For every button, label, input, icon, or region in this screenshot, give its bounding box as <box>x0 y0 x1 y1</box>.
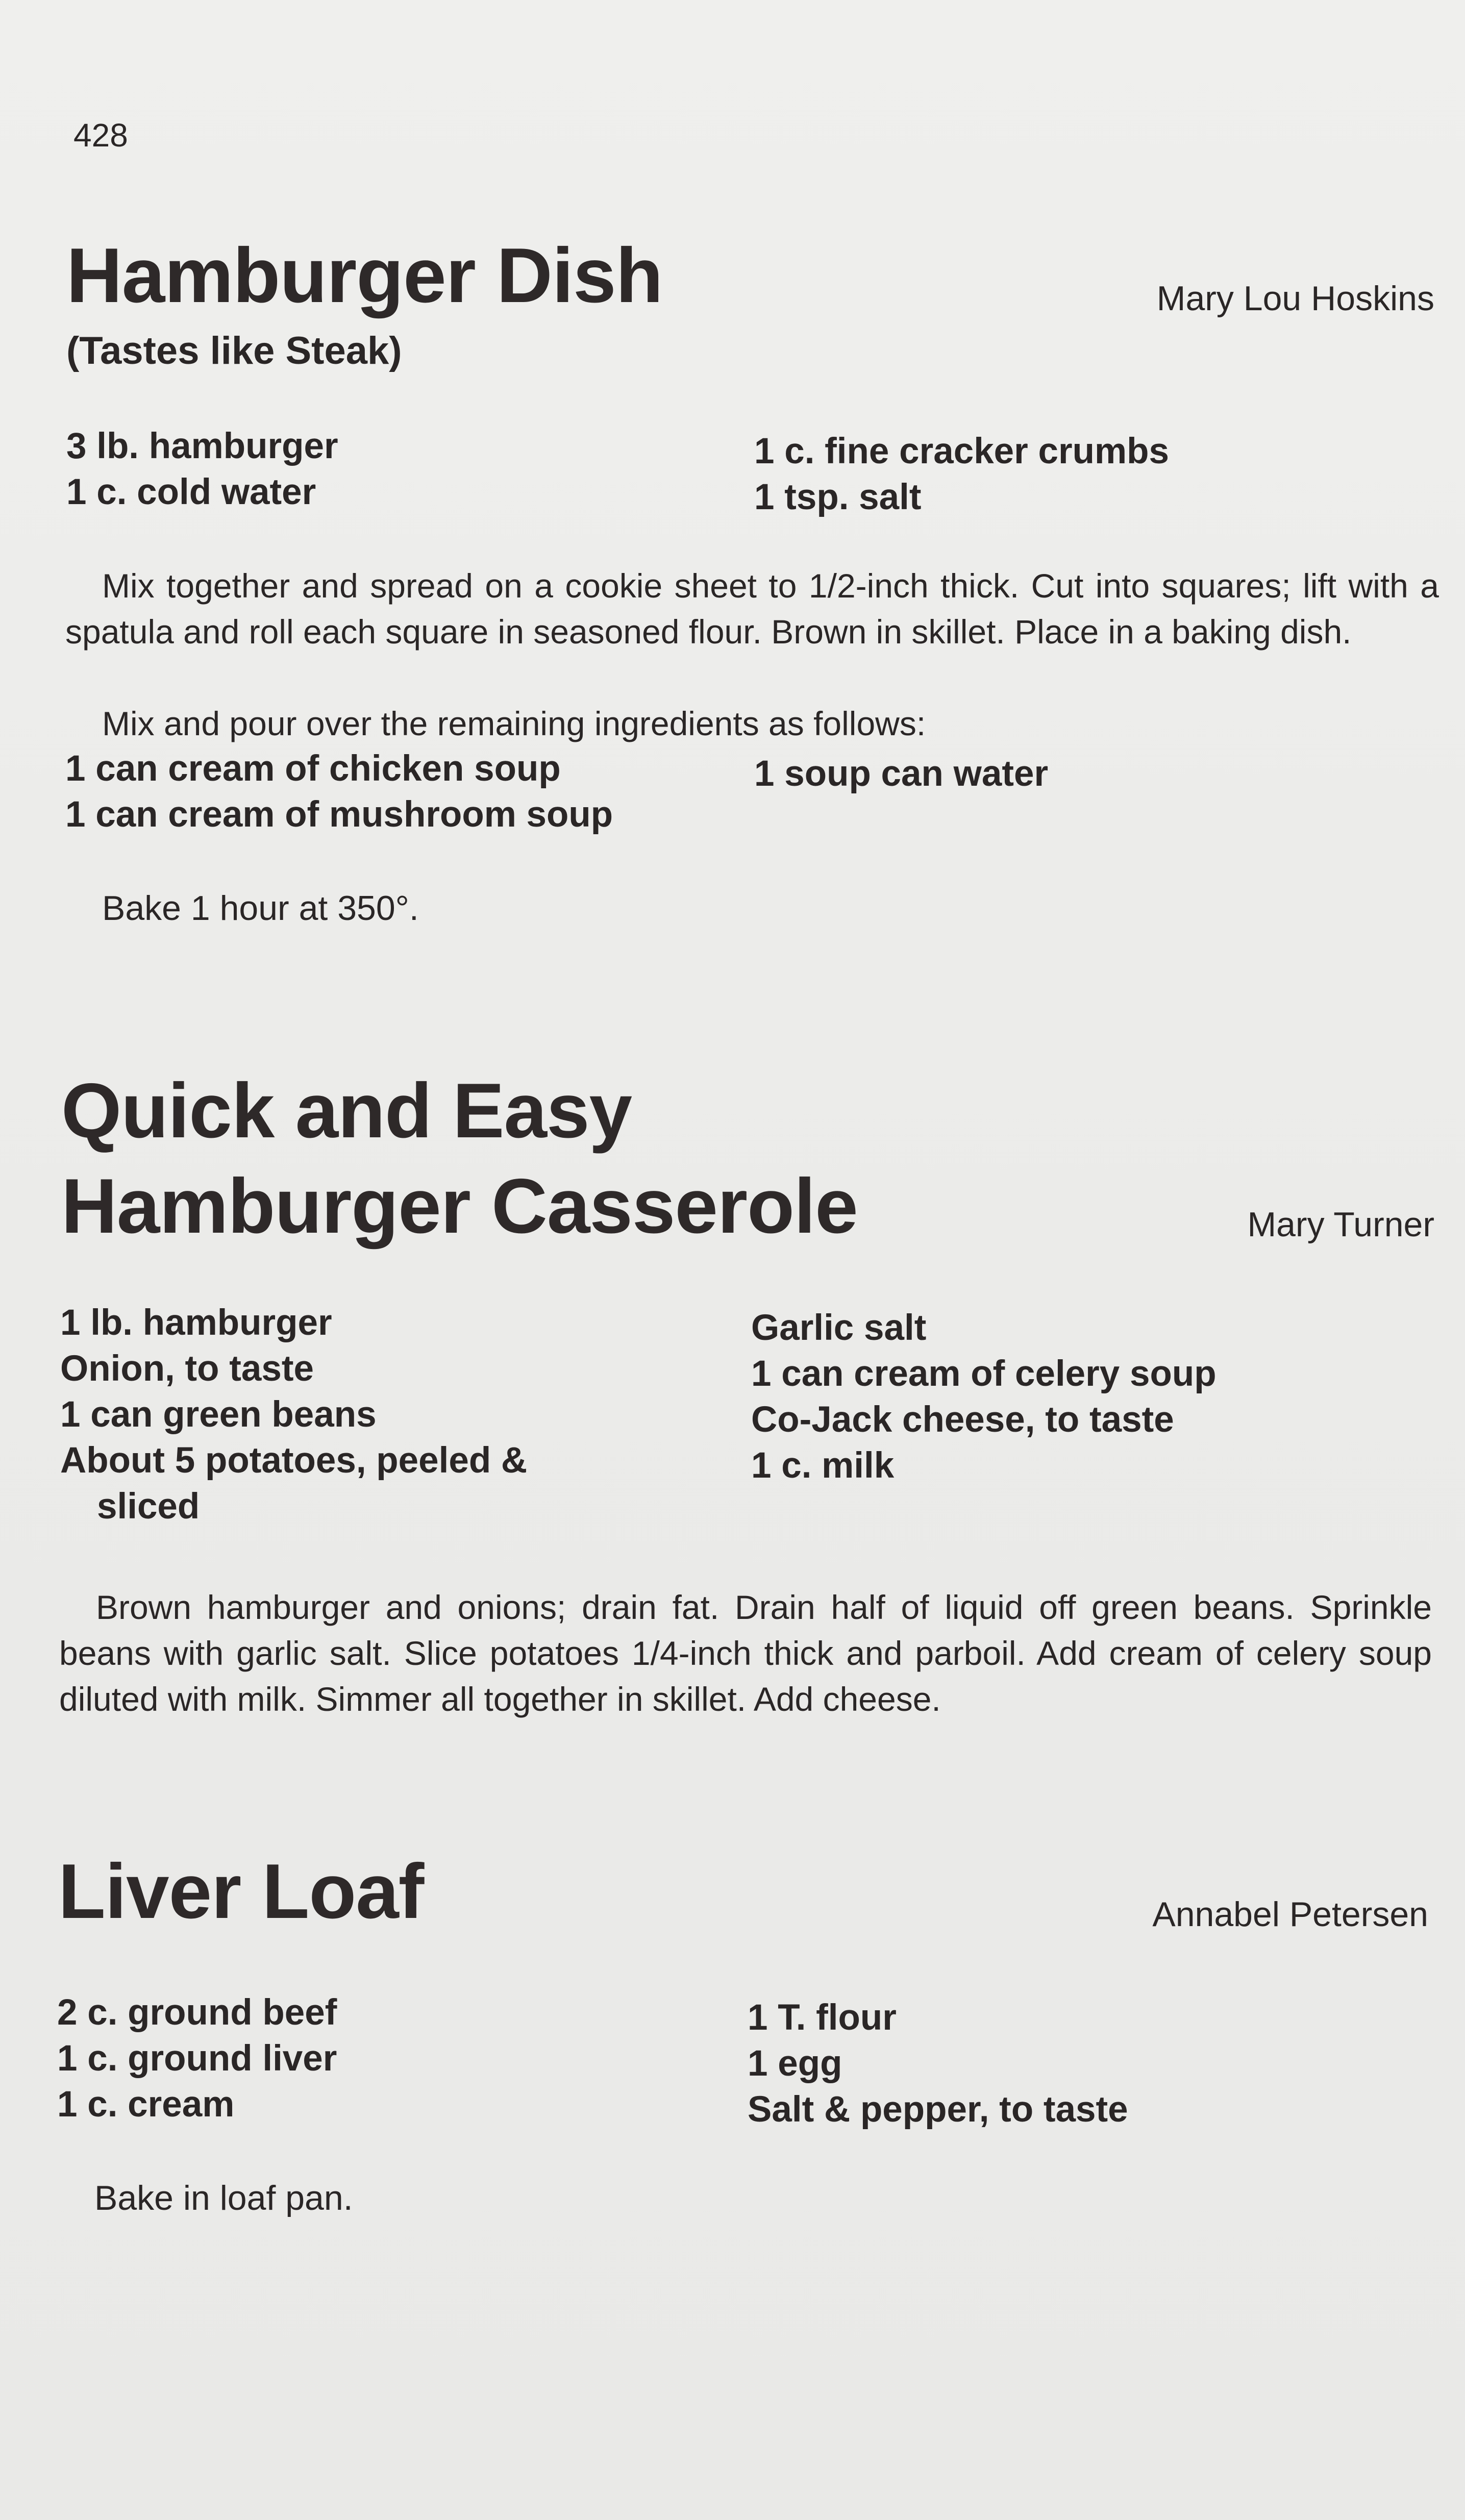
instructions-paragraph: Mix together and spread on a cookie sheet to 1/2-inch thick. Cut into squares; lift with a spatula and roll each square in seasoned flour. Brown in skillet. Place in a baking dish. <box>65 567 1439 651</box>
ingredient-item: 1 can cream of celery soup <box>751 1354 1216 1394</box>
ingredients-right <box>754 751 1048 797</box>
ingredient-item: About 5 potatoes, peeled & <box>60 1440 528 1481</box>
page-number: 428 <box>73 117 128 154</box>
recipe-title-line-2: Hamburger Casserole <box>61 1163 858 1250</box>
baking-note: Bake 1 hour at 350°. <box>102 889 419 928</box>
ingredient-item: Salt & pepper, to taste <box>748 2089 1128 2130</box>
recipe-author: Mary Lou Hoskins <box>1156 279 1434 318</box>
recipe-title: Liver Loaf <box>58 1848 424 1935</box>
ingredient-item: sliced <box>97 1486 200 1527</box>
recipe-author: Mary Turner <box>1247 1205 1434 1244</box>
ingredient-item: 1 c. fine cracker crumbs <box>754 431 1169 471</box>
ingredient-item: 3 lb. hamburger <box>66 426 338 466</box>
recipe-subtitle: (Tastes like Steak) <box>66 329 402 372</box>
recipe-title: Hamburger Dish <box>66 232 663 319</box>
ingredient-item: Co-Jack cheese, to taste <box>751 1400 1174 1440</box>
ingredient-item: 1 c. milk <box>751 1445 895 1486</box>
ingredient-item: 1 soup can water <box>754 754 1049 794</box>
recipe-title-line-1: Quick and Easy <box>61 1067 632 1154</box>
ingredient-item: 1 c. cold water <box>66 472 316 512</box>
ingredient-item: 1 c. cream <box>57 2084 235 2125</box>
ingredient-item: 1 can cream of chicken soup <box>65 748 561 789</box>
ingredient-item: 1 tsp. salt <box>754 477 922 517</box>
ingredient-item: Garlic salt <box>751 1308 927 1348</box>
ingredients-right <box>754 429 1169 520</box>
ingredient-item: 1 can green beans <box>60 1394 377 1435</box>
ingredient-item: 2 c. ground beef <box>57 1992 337 2033</box>
instructions-paragraph: Mix and pour over the remaining ingredients as follows: <box>102 705 926 742</box>
instructions-paragraph: Brown hamburger and onions; drain fat. Drain half of liquid off green beans. Sprinkle beans with garlic salt. Slice potatoes 1/4-inch thick and parboil. Add cream of celery soup diluted with milk. Simmer all together in skillet. Add cheese. <box>59 1588 1432 1718</box>
ingredient-item: 1 T. flour <box>748 1998 897 2038</box>
ingredient-item: 1 c. ground liver <box>57 2038 337 2079</box>
ingredient-item: 1 lb. hamburger <box>60 1303 332 1343</box>
ingredients-left <box>66 423 338 515</box>
ingredients-left <box>57 1990 337 2128</box>
ingredient-item: 1 egg <box>748 2043 842 2084</box>
ingredient-item: Onion, to taste <box>60 1349 314 1389</box>
recipe-author: Annabel Petersen <box>1152 1895 1428 1934</box>
ingredients-left <box>60 1300 527 1530</box>
baking-note: Bake in loaf pan. <box>94 2179 353 2217</box>
ingredients-right <box>748 1995 1128 2133</box>
ingredients-right <box>751 1305 1216 1489</box>
ingredient-item: 1 can cream of mushroom soup <box>65 794 613 835</box>
ingredients-left <box>65 746 613 838</box>
